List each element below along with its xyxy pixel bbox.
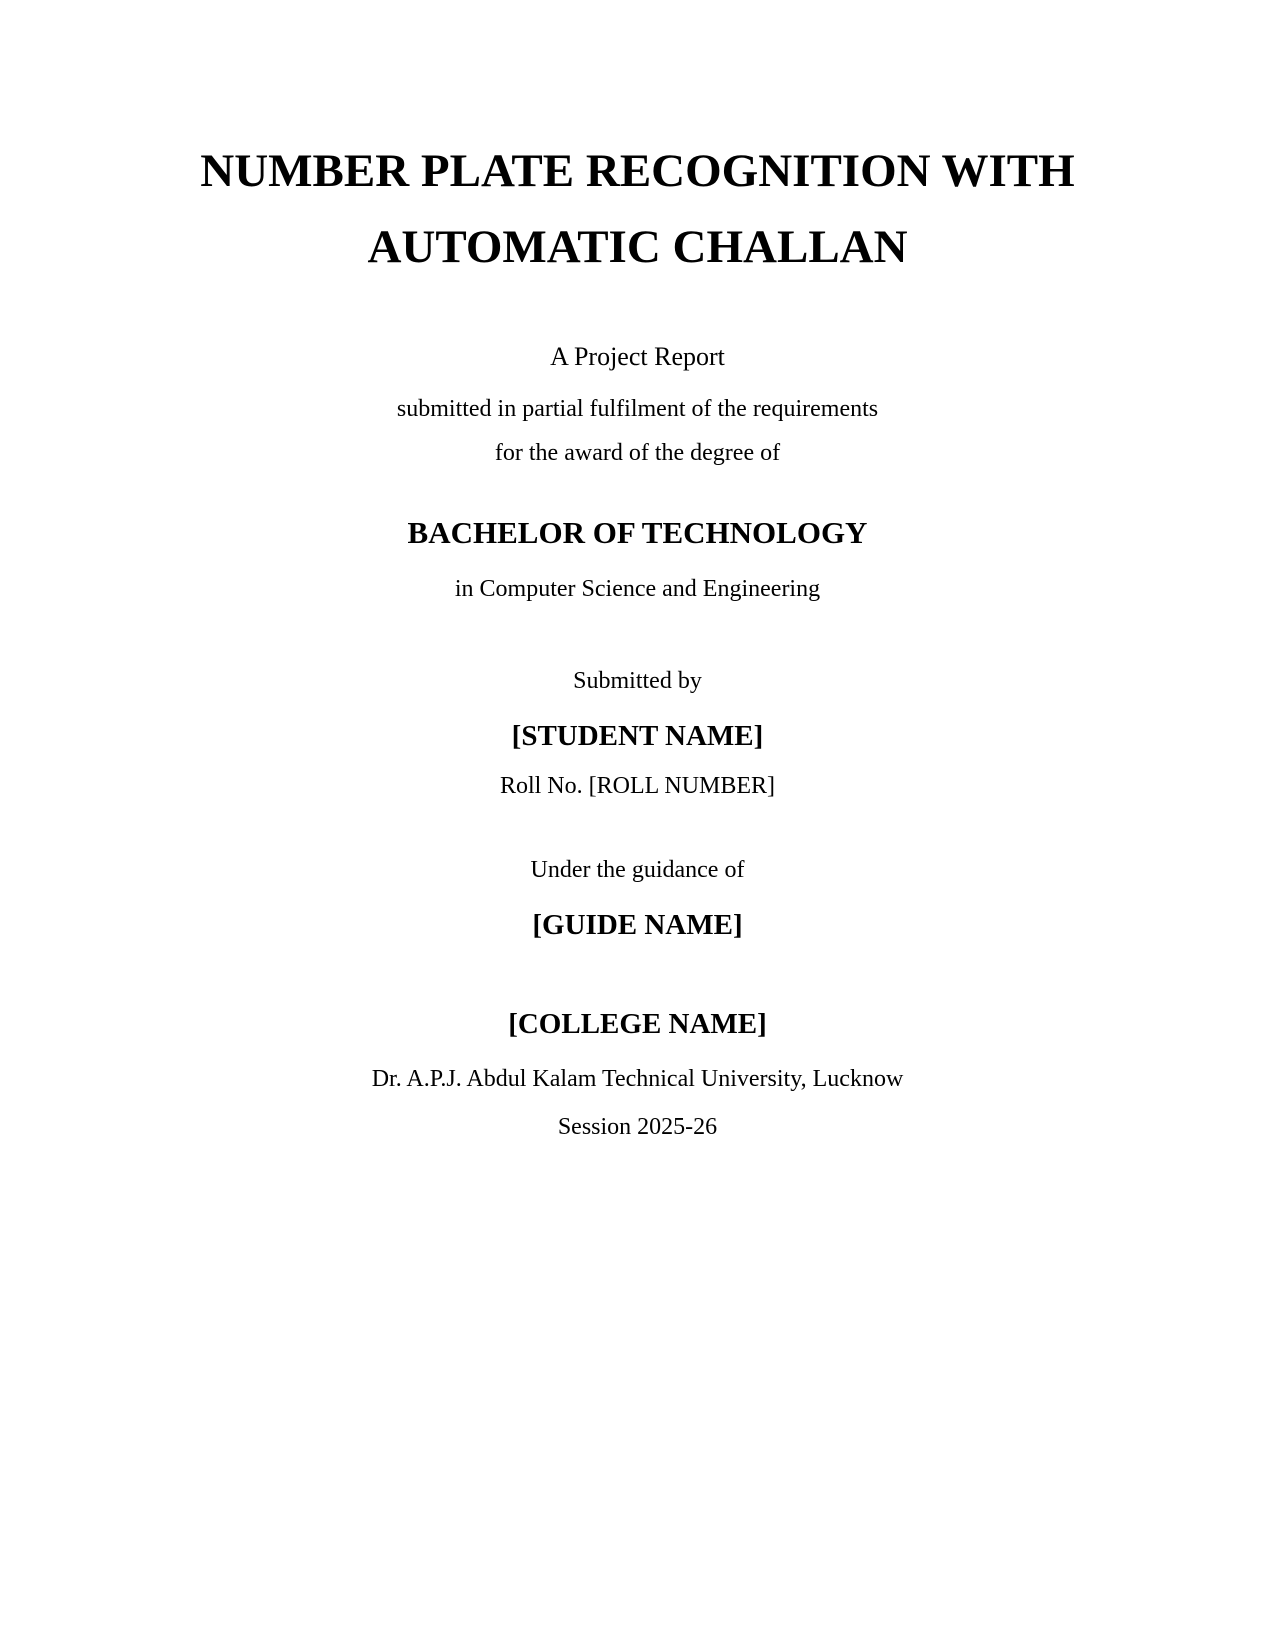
- report-title-line-2: AUTOMATIC CHALLAN: [367, 221, 908, 273]
- academic-session: Session 2025-26: [557, 1114, 718, 1140]
- submission-statement-line-1: submitted in partial fulfilment of the requirements: [396, 396, 879, 422]
- degree-branch: in Computer Science and Engineering: [454, 576, 821, 602]
- guidance-label: Under the guidance of: [530, 857, 745, 883]
- degree-name: BACHELOR OF TECHNOLOGY: [407, 515, 868, 550]
- roll-number: Roll No. [ROLL NUMBER]: [499, 773, 776, 799]
- guide-name: [GUIDE NAME]: [532, 909, 743, 941]
- university-name: Dr. A.P.J. Abdul Kalam Technical University, Lucknow: [371, 1066, 904, 1092]
- report-title-line-1: NUMBER PLATE RECOGNITION WITH: [200, 145, 1075, 197]
- college-name: [COLLEGE NAME]: [508, 1008, 767, 1040]
- submission-statement-line-2: for the award of the degree of: [494, 440, 781, 466]
- student-name: [STUDENT NAME]: [511, 720, 764, 752]
- submitted-by-label: Submitted by: [573, 668, 702, 694]
- report-type: A Project Report: [550, 342, 725, 371]
